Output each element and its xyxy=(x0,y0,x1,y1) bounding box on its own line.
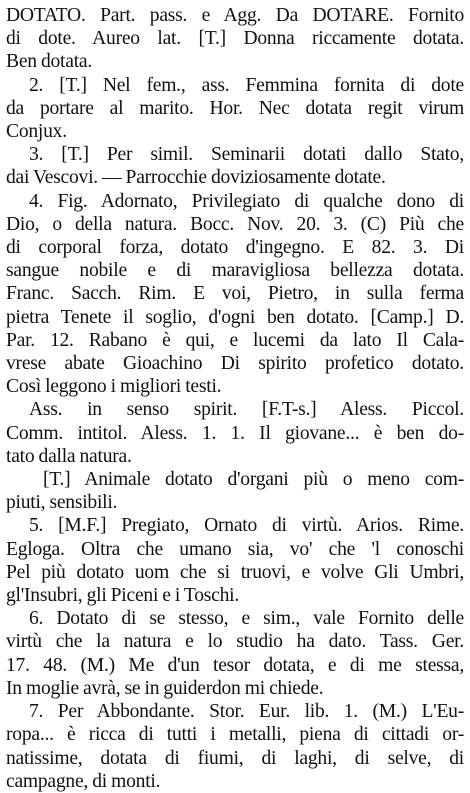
entry-line: Comm. intitol. Aless. 1. 1. Il giovane... è ben do- xyxy=(6,422,464,444)
entry-line: vrese abate Gioachino Di spirito profetico dotato. xyxy=(6,353,464,375)
entry-line: Egloga. Oltra che umano sia, vo' che 'l conoschi xyxy=(6,538,464,560)
entry-line: gl'Insubri, gli Piceni e i Toschi. xyxy=(6,585,239,607)
entry-line: dai Vescovi. — Parrocchie doviziosamente dotate. xyxy=(6,167,386,189)
entry-line: 17. 48. (M.) Me d'un tesor dotata, e di me stessa, xyxy=(6,654,464,676)
sense-2-line: 2. [T.] Nel fem., ass. Femmina fornita di dote xyxy=(29,74,464,96)
entry-line: di dote. Aureo lat. [T.] Donna riccamente dotata. xyxy=(6,28,464,50)
entry-line: Franc. Sacch. Rim. E voi, Pietro, in sulla ferma xyxy=(6,283,464,305)
entry-line: tato dalla natura. xyxy=(6,445,132,467)
entry-line: da portare al marito. Hor. Nec dotata regit virum xyxy=(6,97,464,119)
entry-line: di corporal forza, dotato d'ingegno. E 82. 3. Di xyxy=(6,237,464,259)
entry-line: virtù che la natura e lo studio ha dato. Tass. Ger. xyxy=(6,631,464,653)
entry-line: sangue nobile e di maravigliosa bellezza dotata. xyxy=(6,260,464,282)
subsense-line: [T.] Animale dotato d'organi più o meno com- xyxy=(43,469,464,491)
entry-line: natissime, dotata di fiumi, di laghi, di selve, di xyxy=(6,747,464,769)
sense-6-line: 6. Dotato di se stesso, e sim., vale Fornito delle xyxy=(29,608,464,630)
entry-line: ropa... è ricca di tutti i metalli, piena di cittadi or- xyxy=(6,724,464,746)
sense-4-line: 4. Fig. Adornato, Privilegiato di qualche dono di xyxy=(29,190,464,212)
entry-line: Ben dotata. xyxy=(6,51,92,73)
entry-line: campagne, di monti. xyxy=(6,770,161,792)
sense-5-line: 5. [M.F.] Pregiato, Ornato di virtù. Arios. Rime. xyxy=(29,515,464,537)
entry-line: Par. 12. Rabano è qui, e lucemi da lato Il Cala- xyxy=(6,329,464,351)
entry-line: In moglie avrà, se in guiderdon mi chiede. xyxy=(6,677,324,699)
sense-3-line: 3. [T.] Per simil. Seminarii dotati dallo Stato, xyxy=(29,144,464,166)
dictionary-entry xyxy=(6,4,464,793)
entry-line: DOTATO. Part. pass. e Agg. Da DOTARE. Fornito xyxy=(6,5,464,26)
entry-line: pietra Tenete il soglio, d'ogni ben dotato. [Camp.] D. xyxy=(6,306,464,328)
entry-line: Conjux. xyxy=(6,121,67,143)
entry-line: Pel più dotato uom che si truovi, e volve Gli Umbri, xyxy=(6,561,464,583)
entry-line: Così leggono i migliori testi. xyxy=(6,376,222,398)
entry-line: Dio, o della natura. Bocc. Nov. 20. 3. (C) Più che xyxy=(6,213,464,235)
sense-7-line: 7. Per Abbondante. Stor. Eur. lib. 1. (M.) L'Eu- xyxy=(29,701,464,723)
subsense-line: Ass. in senso spirit. [F.T-s.] Aless. Piccol. xyxy=(29,399,464,421)
entry-line: piuti, sensibili. xyxy=(6,492,118,514)
